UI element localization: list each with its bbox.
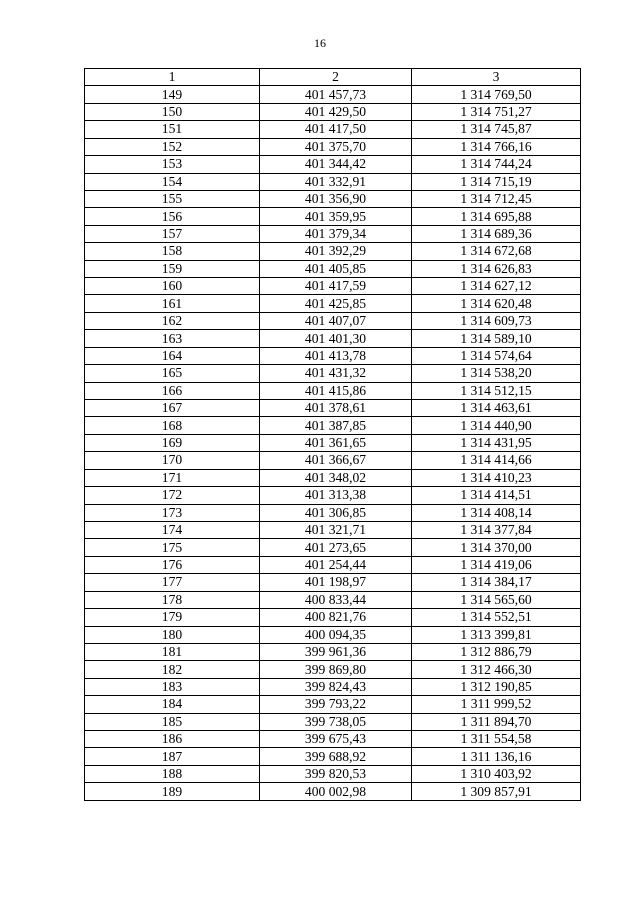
x-coordinate-cell: 399 820,53: [260, 765, 412, 782]
point-number-cell: 183: [85, 678, 260, 695]
table-row: [85, 103, 581, 120]
point-number-cell: 170: [85, 452, 260, 469]
x-coordinate-cell: 401 417,50: [260, 121, 412, 138]
point-number-cell: 173: [85, 504, 260, 521]
table-row: [85, 643, 581, 660]
y-coordinate-cell: 1 309 857,91: [412, 783, 581, 800]
point-number-cell: 169: [85, 434, 260, 451]
y-coordinate-cell: 1 314 414,51: [412, 487, 581, 504]
point-number-cell: 158: [85, 243, 260, 260]
x-coordinate-cell: 401 306,85: [260, 504, 412, 521]
point-number-cell: 185: [85, 713, 260, 730]
header-row: [85, 69, 581, 86]
x-coordinate-cell: 401 361,65: [260, 434, 412, 451]
table-row: [85, 173, 581, 190]
point-number-cell: 154: [85, 173, 260, 190]
point-number-cell: 179: [85, 609, 260, 626]
y-coordinate-cell: 1 314 626,83: [412, 260, 581, 277]
point-number-cell: 186: [85, 731, 260, 748]
table-row: [85, 190, 581, 207]
x-coordinate-cell: 401 387,85: [260, 417, 412, 434]
coordinates-table: [84, 68, 581, 801]
column-header-2: 2: [260, 69, 412, 86]
x-coordinate-cell: 399 869,80: [260, 661, 412, 678]
table-row: [85, 678, 581, 695]
y-coordinate-cell: 1 314 589,10: [412, 330, 581, 347]
x-coordinate-cell: 401 417,59: [260, 278, 412, 295]
x-coordinate-cell: 401 348,02: [260, 469, 412, 486]
x-coordinate-cell: 401 431,32: [260, 365, 412, 382]
point-number-cell: 160: [85, 278, 260, 295]
x-coordinate-cell: 399 793,22: [260, 696, 412, 713]
table-row: [85, 539, 581, 556]
x-coordinate-cell: 401 379,34: [260, 225, 412, 242]
point-number-cell: 151: [85, 121, 260, 138]
point-number-cell: 168: [85, 417, 260, 434]
x-coordinate-cell: 401 415,86: [260, 382, 412, 399]
x-coordinate-cell: 401 375,70: [260, 138, 412, 155]
table-row: [85, 138, 581, 155]
point-number-cell: 157: [85, 225, 260, 242]
x-coordinate-cell: 401 332,91: [260, 173, 412, 190]
table-row: [85, 521, 581, 538]
y-coordinate-cell: 1 312 466,30: [412, 661, 581, 678]
point-number-cell: 176: [85, 556, 260, 573]
table-row: [85, 591, 581, 608]
table-row: [85, 696, 581, 713]
point-number-cell: 162: [85, 312, 260, 329]
x-coordinate-cell: 401 429,50: [260, 103, 412, 120]
point-number-cell: 149: [85, 86, 260, 103]
x-coordinate-cell: 399 675,43: [260, 731, 412, 748]
x-coordinate-cell: 401 457,73: [260, 86, 412, 103]
point-number-cell: 165: [85, 365, 260, 382]
table-row: [85, 434, 581, 451]
y-coordinate-cell: 1 314 672,68: [412, 243, 581, 260]
point-number-cell: 159: [85, 260, 260, 277]
point-number-cell: 166: [85, 382, 260, 399]
point-number-cell: 182: [85, 661, 260, 678]
y-coordinate-cell: 1 314 751,27: [412, 103, 581, 120]
y-coordinate-cell: 1 312 886,79: [412, 643, 581, 660]
point-number-cell: 167: [85, 400, 260, 417]
table-row: [85, 156, 581, 173]
y-coordinate-cell: 1 314 384,17: [412, 574, 581, 591]
x-coordinate-cell: 401 392,29: [260, 243, 412, 260]
table-row: [85, 278, 581, 295]
y-coordinate-cell: 1 314 695,88: [412, 208, 581, 225]
point-number-cell: 184: [85, 696, 260, 713]
x-coordinate-cell: 399 688,92: [260, 748, 412, 765]
column-header-1: 1: [85, 69, 260, 86]
y-coordinate-cell: 1 314 769,50: [412, 86, 581, 103]
x-coordinate-cell: 400 833,44: [260, 591, 412, 608]
point-number-cell: 163: [85, 330, 260, 347]
x-coordinate-cell: 401 366,67: [260, 452, 412, 469]
y-coordinate-cell: 1 314 620,48: [412, 295, 581, 312]
table-row: [85, 347, 581, 364]
point-number-cell: 171: [85, 469, 260, 486]
page-number: 16: [314, 36, 326, 50]
x-coordinate-cell: 401 321,71: [260, 521, 412, 538]
table-header: [85, 69, 581, 86]
y-coordinate-cell: 1 314 609,73: [412, 312, 581, 329]
table-row: [85, 365, 581, 382]
table-row: [85, 574, 581, 591]
table-row: [85, 312, 581, 329]
point-number-cell: 150: [85, 103, 260, 120]
table-row: [85, 243, 581, 260]
point-number-cell: 174: [85, 521, 260, 538]
y-coordinate-cell: 1 314 512,15: [412, 382, 581, 399]
table-row: [85, 609, 581, 626]
y-coordinate-cell: 1 314 370,00: [412, 539, 581, 556]
point-number-cell: 181: [85, 643, 260, 660]
y-coordinate-cell: 1 311 894,70: [412, 713, 581, 730]
point-number-cell: 156: [85, 208, 260, 225]
table-row: [85, 748, 581, 765]
point-number-cell: 161: [85, 295, 260, 312]
x-coordinate-cell: 399 824,43: [260, 678, 412, 695]
table-body: [85, 86, 581, 800]
table-row: [85, 661, 581, 678]
table-row: [85, 382, 581, 399]
table-row: [85, 295, 581, 312]
y-coordinate-cell: 1 310 403,92: [412, 765, 581, 782]
point-number-cell: 152: [85, 138, 260, 155]
x-coordinate-cell: 401 405,85: [260, 260, 412, 277]
x-coordinate-cell: 401 273,65: [260, 539, 412, 556]
y-coordinate-cell: 1 314 408,14: [412, 504, 581, 521]
y-coordinate-cell: 1 314 766,16: [412, 138, 581, 155]
x-coordinate-cell: 401 378,61: [260, 400, 412, 417]
table-row: [85, 487, 581, 504]
table-row: [85, 86, 581, 103]
table-row: [85, 765, 581, 782]
table-row: [85, 208, 581, 225]
table-row: [85, 556, 581, 573]
table-row: [85, 469, 581, 486]
point-number-cell: 164: [85, 347, 260, 364]
x-coordinate-cell: 401 254,44: [260, 556, 412, 573]
y-coordinate-cell: 1 314 419,06: [412, 556, 581, 573]
y-coordinate-cell: 1 314 410,23: [412, 469, 581, 486]
column-header-3: 3: [412, 69, 581, 86]
y-coordinate-cell: 1 314 440,90: [412, 417, 581, 434]
point-number-cell: 189: [85, 783, 260, 800]
y-coordinate-cell: 1 314 715,19: [412, 173, 581, 190]
x-coordinate-cell: 401 413,78: [260, 347, 412, 364]
table-row: [85, 731, 581, 748]
y-coordinate-cell: 1 314 552,51: [412, 609, 581, 626]
table-row: [85, 452, 581, 469]
table-row: [85, 400, 581, 417]
table-row: [85, 504, 581, 521]
table-row: [85, 626, 581, 643]
y-coordinate-cell: 1 311 999,52: [412, 696, 581, 713]
x-coordinate-cell: 399 738,05: [260, 713, 412, 730]
y-coordinate-cell: 1 312 190,85: [412, 678, 581, 695]
y-coordinate-cell: 1 314 574,64: [412, 347, 581, 364]
x-coordinate-cell: 400 094,35: [260, 626, 412, 643]
y-coordinate-cell: 1 314 431,95: [412, 434, 581, 451]
x-coordinate-cell: 400 002,98: [260, 783, 412, 800]
table-row: [85, 225, 581, 242]
point-number-cell: 172: [85, 487, 260, 504]
x-coordinate-cell: 401 344,42: [260, 156, 412, 173]
table-row: [85, 417, 581, 434]
table-row: [85, 330, 581, 347]
y-coordinate-cell: 1 314 377,84: [412, 521, 581, 538]
x-coordinate-cell: 401 356,90: [260, 190, 412, 207]
y-coordinate-cell: 1 314 538,20: [412, 365, 581, 382]
x-coordinate-cell: 401 401,30: [260, 330, 412, 347]
x-coordinate-cell: 401 425,85: [260, 295, 412, 312]
x-coordinate-cell: 401 313,38: [260, 487, 412, 504]
point-number-cell: 153: [85, 156, 260, 173]
y-coordinate-cell: 1 311 554,58: [412, 731, 581, 748]
y-coordinate-cell: 1 314 745,87: [412, 121, 581, 138]
x-coordinate-cell: 400 821,76: [260, 609, 412, 626]
y-coordinate-cell: 1 313 399,81: [412, 626, 581, 643]
y-coordinate-cell: 1 314 744,24: [412, 156, 581, 173]
x-coordinate-cell: 401 359,95: [260, 208, 412, 225]
y-coordinate-cell: 1 314 565,60: [412, 591, 581, 608]
table-row: [85, 783, 581, 800]
point-number-cell: 155: [85, 190, 260, 207]
y-coordinate-cell: 1 311 136,16: [412, 748, 581, 765]
y-coordinate-cell: 1 314 627,12: [412, 278, 581, 295]
point-number-cell: 177: [85, 574, 260, 591]
table-row: [85, 713, 581, 730]
table-row: [85, 121, 581, 138]
y-coordinate-cell: 1 314 712,45: [412, 190, 581, 207]
point-number-cell: 175: [85, 539, 260, 556]
point-number-cell: 178: [85, 591, 260, 608]
y-coordinate-cell: 1 314 689,36: [412, 225, 581, 242]
x-coordinate-cell: 401 198,97: [260, 574, 412, 591]
x-coordinate-cell: 399 961,36: [260, 643, 412, 660]
y-coordinate-cell: 1 314 414,66: [412, 452, 581, 469]
point-number-cell: 180: [85, 626, 260, 643]
x-coordinate-cell: 401 407,07: [260, 312, 412, 329]
y-coordinate-cell: 1 314 463,61: [412, 400, 581, 417]
table-row: [85, 260, 581, 277]
point-number-cell: 187: [85, 748, 260, 765]
point-number-cell: 188: [85, 765, 260, 782]
